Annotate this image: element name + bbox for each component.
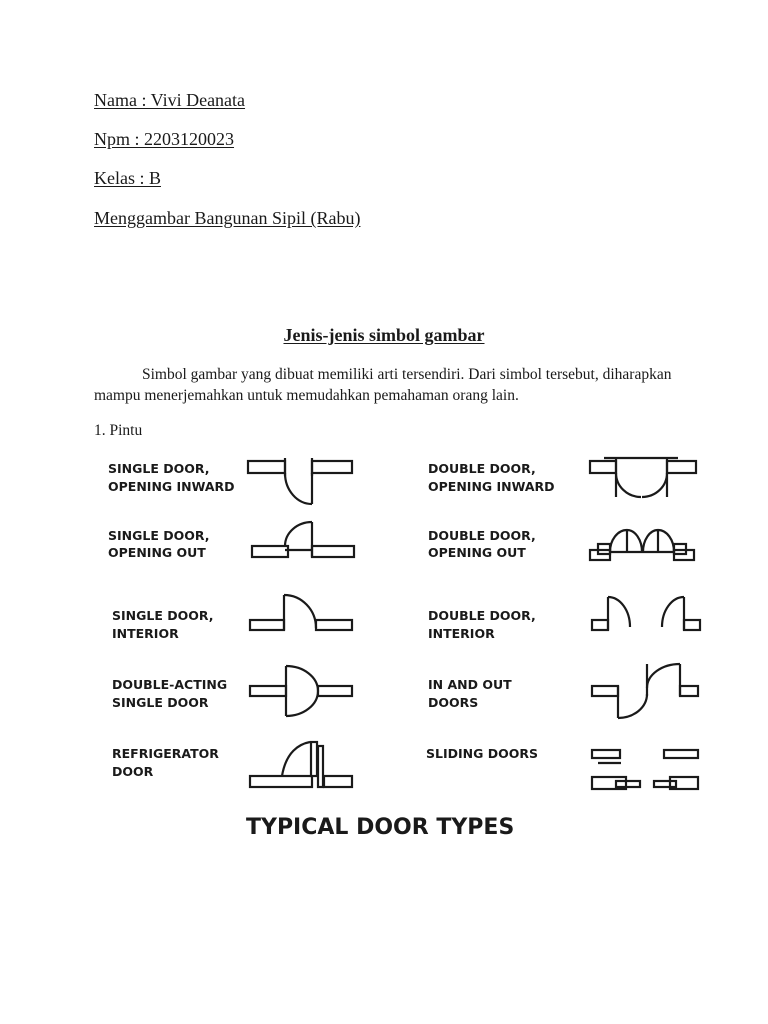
student-npm: Npm : 2203120023 bbox=[94, 129, 235, 149]
double-door-inward-icon bbox=[590, 458, 696, 497]
double-acting-door-icon bbox=[250, 666, 352, 716]
label-single-door-interior-1: SINGLE DOOR, bbox=[112, 608, 214, 623]
door-types-figure bbox=[94, 452, 710, 844]
intro-paragraph: Simbol gambar yang dibuat memiliki arti tersendiri. Dari simbol tersebut, diharapkan mampu menerjemahkan untuk memudahkan pemahaman orang lain. bbox=[94, 366, 672, 404]
refrigerator-door-icon bbox=[250, 742, 352, 787]
label-double-door-out-1: DOUBLE DOOR, bbox=[428, 528, 536, 543]
label-double-door-interior-2: INTERIOR bbox=[428, 626, 495, 641]
label-single-door-inward-1: SINGLE DOOR, bbox=[108, 461, 210, 476]
single-door-interior-icon bbox=[250, 595, 352, 630]
label-in-out-2: DOORS bbox=[428, 695, 479, 710]
section-heading: 1. Pintu bbox=[94, 422, 143, 439]
label-double-door-inward-1: DOUBLE DOOR, bbox=[428, 461, 536, 476]
in-out-doors-icon bbox=[592, 664, 698, 718]
sliding-doors-icon bbox=[592, 750, 698, 789]
course-name: Menggambar Bangunan Sipil (Rabu) bbox=[94, 208, 361, 228]
student-name: Nama : Vivi Deanata bbox=[94, 90, 246, 110]
label-double-acting-1: DOUBLE-ACTING bbox=[112, 677, 228, 692]
door-types-diagram bbox=[94, 452, 710, 844]
label-double-door-inward-2: OPENING INWARD bbox=[428, 479, 555, 494]
label-single-door-out-2: OPENING OUT bbox=[108, 545, 206, 560]
double-door-out-icon bbox=[590, 530, 694, 560]
label-in-out-1: IN AND OUT bbox=[428, 677, 512, 692]
single-door-inward-icon bbox=[248, 458, 352, 504]
label-refrigerator-1: REFRIGERATOR bbox=[112, 746, 219, 761]
single-door-out-icon bbox=[252, 522, 354, 557]
page-title: Jenis-jenis simbol gambar bbox=[283, 325, 485, 345]
label-single-door-out-1: SINGLE DOOR, bbox=[108, 528, 210, 543]
figure-caption: TYPICAL DOOR TYPES bbox=[246, 815, 515, 840]
student-class: Kelas : B bbox=[94, 168, 161, 188]
label-sliding-doors: SLIDING DOORS bbox=[426, 746, 538, 761]
label-double-acting-2: SINGLE DOOR bbox=[112, 695, 209, 710]
label-single-door-inward-2: OPENING INWARD bbox=[108, 479, 235, 494]
label-single-door-interior-2: INTERIOR bbox=[112, 626, 179, 641]
double-door-interior-icon bbox=[592, 597, 700, 630]
label-double-door-interior-1: DOUBLE DOOR, bbox=[428, 608, 536, 623]
label-double-door-out-2: OPENING OUT bbox=[428, 545, 526, 560]
label-refrigerator-2: DOOR bbox=[112, 764, 154, 779]
